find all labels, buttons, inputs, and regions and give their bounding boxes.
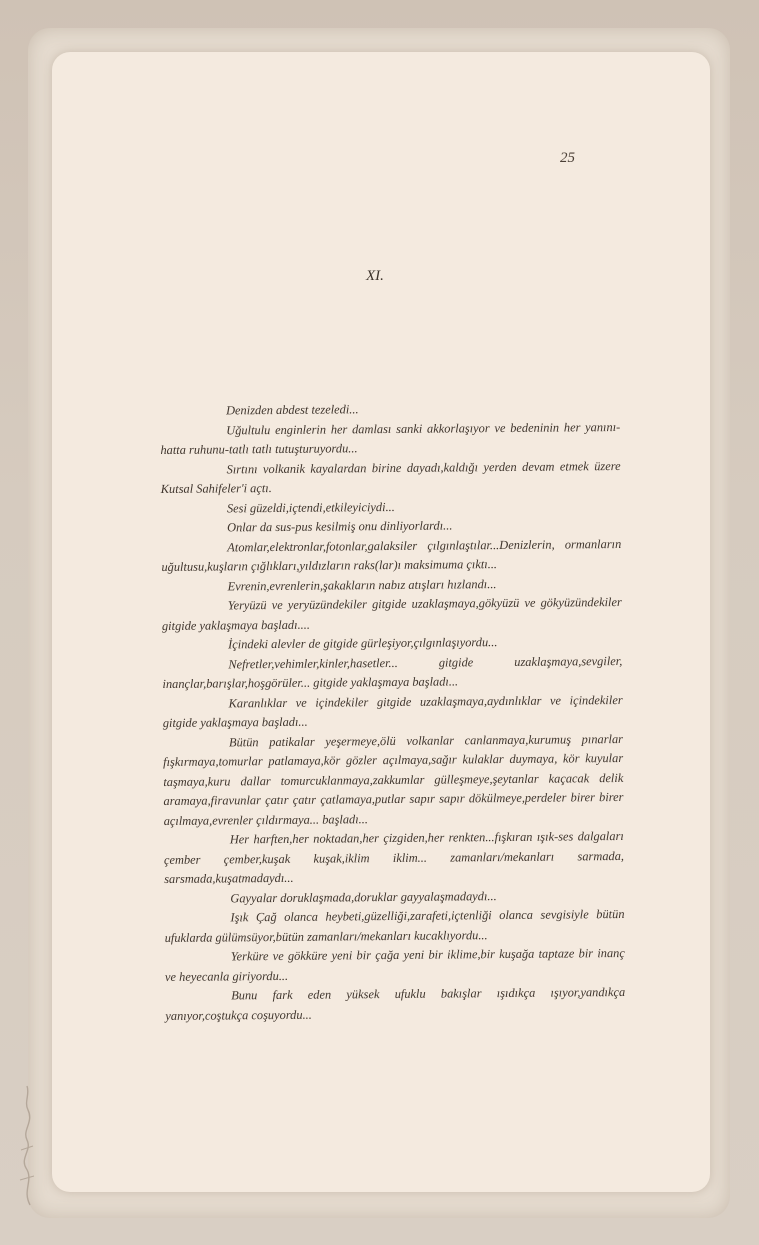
- paragraph: Evrenin,evrenlerin,şakakların nabız atışları hızlandı...: [227, 576, 497, 593]
- paragraph: Bunu fark eden yüksek ufuklu bakışlar ışıdıkça ışıyor,yandıkça yanıyor,coştukça coşuyordu...: [165, 984, 626, 1023]
- paragraph: Denizden abdest tezeledi...: [226, 402, 359, 418]
- paragraph: İçindeki alevler de gitgide gürleşiyor,çılgınlaşıyordu...: [228, 635, 498, 652]
- paragraph: Karanlıklar ve içindekiler gitgide uzaklaşmaya,aydınlıklar ve içindekiler gitgide yaklaşmaya başladı...: [162, 692, 623, 730]
- paragraph: Her harften,her noktadan,her çizgiden,her renkten...fışkıran ışık-ses dalgaları çember çember,kuşak kuşak,iklim iklim... zamanları/mekanları sarmada, sarsmada,kuşatmadaydı...: [163, 828, 625, 886]
- page-number: 25: [560, 150, 575, 166]
- paragraph: Yeryüzü ve yeryüzündekiler gitgide uzaklaşmaya,gökyüzü ve gökyüzündekiler gitgide yaklaşmaya başladı....: [161, 594, 622, 633]
- body-text: [160, 398, 625, 1026]
- paragraph: Yerküre ve gökküre yeni bir çağa yeni bir iklime,bir kuşağa taptaze bir inanç ve heyecanla giriyordu...: [164, 945, 625, 984]
- paragraph: Sırtını volkanik kayalardan birine dayadı,kaldığı yerden devam etmek üzere Kutsal Sahifeler'i açtı.: [160, 458, 621, 496]
- paragraph: Onlar da sus-pus kesilmiş onu dinliyorlardı...: [227, 518, 453, 535]
- paragraph: Uğultulu enginlerin her damlası sanki akkorlaşıyor ve bedeninin her yanını-hatta ruhunu-tatlı tatlı tutuşturuyordu...: [160, 419, 621, 457]
- margin-signature: [12, 1080, 42, 1210]
- chapter-heading: XI.: [366, 268, 384, 284]
- paragraph: Sesi güzeldi,içtendi,etkileyiciydi...: [226, 499, 395, 515]
- paragraph: Gayyalar doruklaşmada,doruklar gayyalaşmadaydı...: [230, 888, 497, 905]
- paragraph: Işık Çağ olanca heybeti,güzelliği,zarafeti,içtenliği olanca sevgisiyle bütün ufuklarda gülümsüyor,bütün zamanları/mekanları kucaklıyordu...: [164, 906, 625, 945]
- paragraph: Nefretler,vehimler,kinler,hasetler... gitgide uzaklaşmaya,sevgiler, inançlar,barışlar,hoşgörüler... gitgide yaklaşmaya başladı...: [162, 653, 623, 691]
- paragraph: Bütün patikalar yeşermeye,ölü volkanlar canlanmaya,kurumuş pınarlar fışkırmaya,tomurlar patlamaya,kör gözler açılmaya,sağır kulaklar duymaya, kör kuyular taşmaya,kuru dallar tomurcuklanmaya,zakkumlar gülleşmeye,şeytanlar kaçacak delik aramaya,firavunlar çatır çatır çatlamaya,putlar sapır sapır dökülmeye,perdeler birer birer açılmaya,evrenler çıldırmaya... başladı...: [163, 731, 624, 828]
- paragraph: Atomlar,elektronlar,fotonlar,galaksiler çılgınlaştılar...Denizlerin, ormanların uğultusu,kuşların çığlıkları,yıldızların raks(lar)ı maksimuma çıktı...: [161, 536, 622, 574]
